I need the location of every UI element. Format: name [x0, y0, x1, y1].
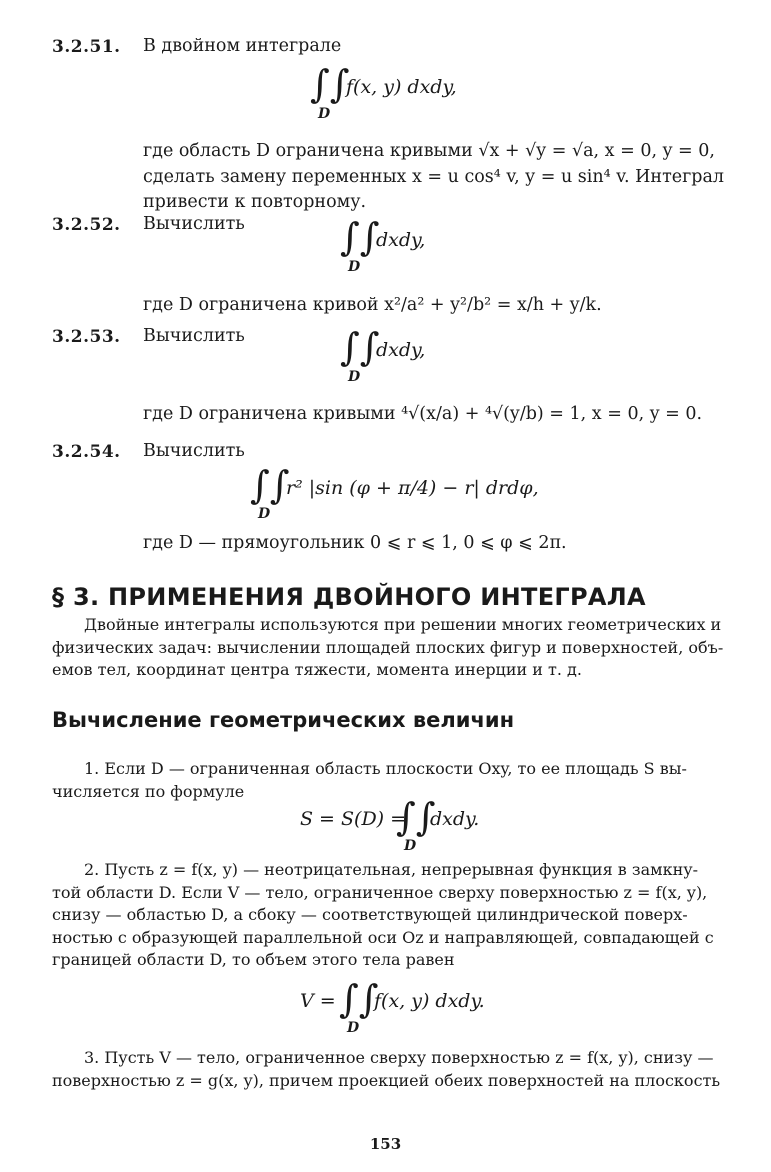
volume-formula-rhs: f(x, y) dxdy.: [374, 990, 485, 1012]
paragraph-line: снизу — областью D, а сбоку — соответствующей цилиндрической поверх-: [52, 905, 688, 925]
problem-condition: где D ограничена кривой x²/a² + y²/b² = x/h + y/k.: [143, 295, 602, 315]
paragraph-line: 3. Пусть V — тело, ограниченное сверху поверхностью z = f(x, y), снизу —: [84, 1048, 714, 1067]
integration-region: D: [318, 106, 331, 122]
subsection-title: Вычисление геометрических величин: [52, 708, 515, 732]
paragraph-line: числяется по формуле: [52, 781, 245, 801]
paragraph-line: границей области D, то объем этого тела равен: [52, 950, 455, 970]
problem-intro: Вычислить: [143, 214, 245, 234]
item-1: [52, 758, 720, 803]
double-integral-sign: ∫∫: [250, 463, 290, 507]
problem-number: 3.2.53.: [52, 327, 121, 347]
area-formula-lhs: S = S(D) =: [300, 808, 407, 830]
paragraph-line: ностью с образующей параллельной оси Oz и направляющей, совпадающей с: [52, 927, 714, 947]
paragraph-line: той области D. Если V — тело, ограниченное сверху поверхностью z = f(x, y),: [52, 882, 708, 902]
paragraph-line: Двойные интегралы используются при решении многих геометрических и: [84, 615, 722, 634]
integration-region: D: [348, 369, 361, 385]
problem-number: 3.2.51.: [52, 37, 121, 57]
problem-intro: В двойном интеграле: [143, 36, 342, 56]
integration-region: D: [404, 838, 417, 854]
integration-region: D: [258, 506, 271, 522]
paragraph-line: поверхностью z = g(x, y), причем проекцией обеих поверхностей на плоскость: [52, 1070, 721, 1090]
item-3: [52, 1047, 720, 1092]
problem-intro: Вычислить: [143, 326, 245, 346]
problem-condition-line: привести к повторному.: [143, 192, 367, 212]
problem-integrand: r² |sin (φ + π/4) − r| drdφ,: [286, 477, 539, 499]
problem-integrand: f(x, y) dxdy,: [346, 76, 457, 98]
problem-condition: где D ограничена кривыми ⁴√(x/a) + ⁴√(y/b) = 1, x = 0, y = 0.: [143, 404, 703, 424]
item-2: [52, 859, 720, 972]
paragraph-line: емов тел, координат центра тяжести, момента инерции и т. д.: [52, 660, 582, 680]
area-formula-rhs: dxdy.: [430, 808, 480, 830]
problem-integrand: dxdy,: [376, 339, 426, 361]
problem-condition-line: где область D ограничена кривыми √x + √y = √a, x = 0, y = 0,: [143, 141, 715, 161]
problem-number: 3.2.52.: [52, 215, 121, 235]
page-number: 153: [369, 1135, 402, 1153]
paragraph-line: 2. Пусть z = f(x, y) — неотрицательная, непрерывная функция в замкну-: [84, 860, 699, 879]
double-integral-sign: ∫∫: [340, 215, 380, 259]
double-integral-sign: ∫∫: [340, 325, 380, 369]
problem-condition-line: сделать замену переменных x = u cos⁴ v, y = u sin⁴ v. Интеграл: [143, 167, 725, 187]
paragraph-line: 1. Если D — ограниченная область плоскости Oxy, то ее площадь S вы-: [84, 759, 687, 778]
section-intro: [52, 614, 724, 682]
integration-region: D: [348, 259, 361, 275]
double-integral-sign: ∫∫: [339, 977, 379, 1021]
volume-formula-lhs: V =: [300, 990, 336, 1012]
problem-intro: Вычислить: [143, 441, 245, 461]
problem-number: 3.2.54.: [52, 442, 121, 462]
problem-integrand: dxdy,: [376, 229, 426, 251]
section-title: § 3. ПРИМЕНЕНИЯ ДВОЙНОГО ИНТЕГРАЛА: [52, 583, 646, 611]
double-integral-sign: ∫∫: [310, 62, 350, 106]
problem-condition: где D — прямоугольник 0 ⩽ r ⩽ 1, 0 ⩽ φ ⩽ 2π.: [143, 533, 567, 553]
integration-region: D: [347, 1020, 360, 1036]
paragraph-line: физических задач: вычислении площадей плоских фигур и поверхностей, объ-: [52, 637, 724, 657]
double-integral-sign: ∫∫: [396, 795, 436, 839]
